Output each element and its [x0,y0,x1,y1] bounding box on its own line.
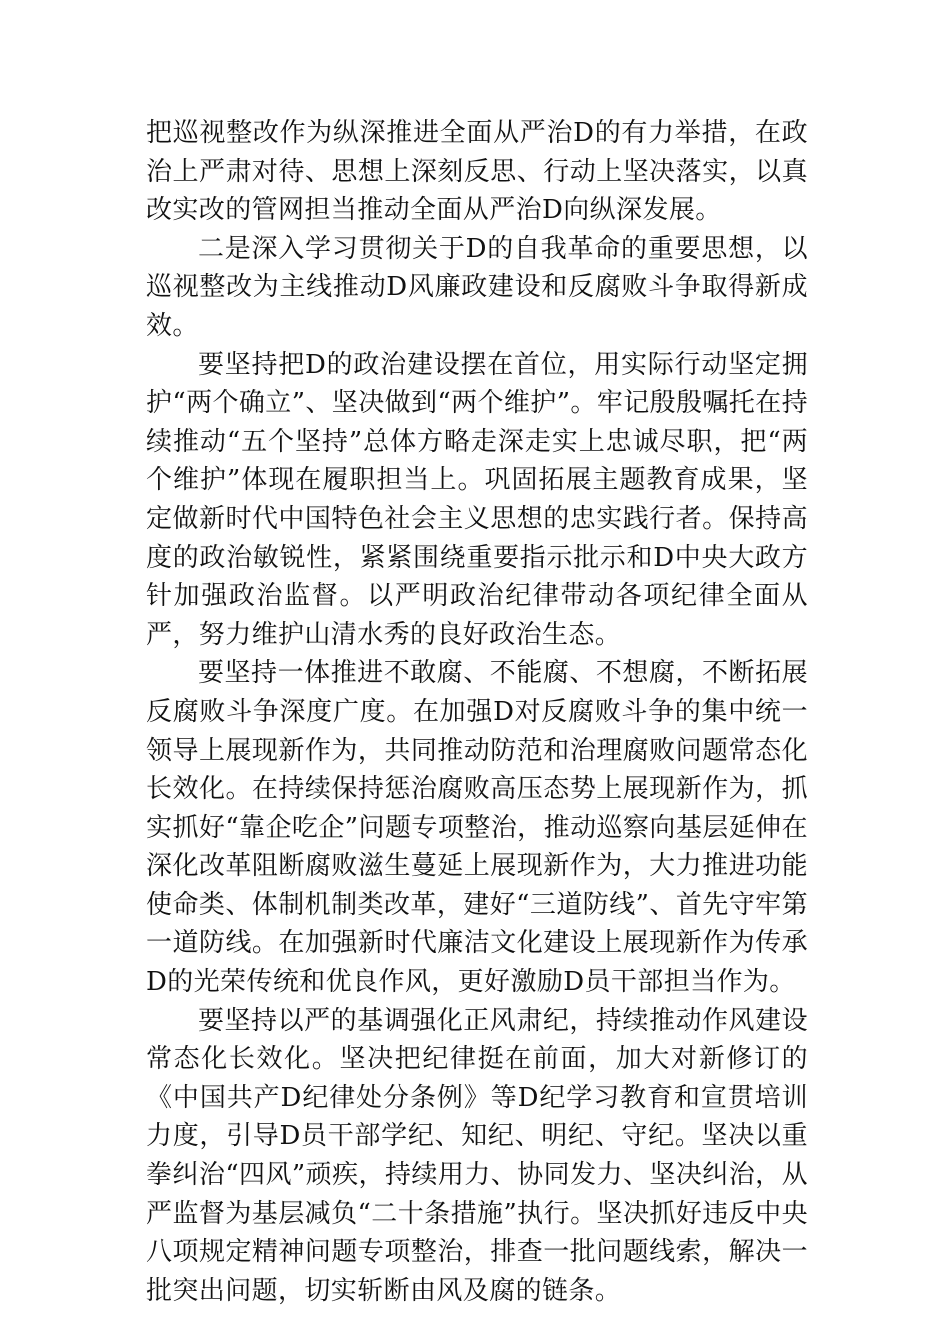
paragraph-anti-corruption: 要坚持一体推进不敢腐、不能腐、不想腐，不断拓展反腐败斗争深度广度。在加强D对反腐败斗争的集中统一领导上展现新作为，共同推动防范和治理腐败问题常态化长效化。在持续保持惩治腐败高压态势上展现新作为，抓实抓好“靠企吃企”问题专项整治，推动巡察向基层延伸在深化改革阻断腐败滋生蔓延上展现新作为，大力推进功能使命类、体制机制类改革，建好“三道防线”、首先守牢第一道防线。在加强新时代廉洁文化建设上展现新作为传承D的光荣传统和优良作风，更好激励D员干部担当作为。 [146,658,808,998]
paragraph-discipline: 要坚持以严的基调强化正风肃纪，持续推动作风建设常态化长效化。坚决把纪律挺在前面，加大对新修订的《中国共产D纪律处分条例》等D纪学习教育和宣贯培训力度，引导D员干部学纪、知纪、明纪、守纪。坚决以重拳纠治“四风”顽疾，持续用力、协同发力、坚决纠治，从严监督为基层减负“二十条措施”执行。坚决抓好违反中央八项规定精神问题专项整治，排查一批问题线索，解决一批突出问题，切实斩断由风及腐的链条。 [146,1005,808,1306]
paragraph-point-two: 二是深入学习贯彻关于D的自我革命的重要思想，以巡视整改为主线推动D风廉政建设和反腐败斗争取得新成效。 [146,233,808,341]
paragraph-continuation: 把巡视整改作为纵深推进全面从严治D的有力举措，在政治上严肃对待、思想上深刻反思、行动上坚决落实，以真改实改的管网担当推动全面从严治D向纵深发展。 [146,118,808,226]
document-body [146,114,808,1310]
paragraph-political-building: 要坚持把D的政治建设摆在首位，用实际行动坚定拥护“两个确立”、坚决做到“两个维护”。牢记殷殷嘱托在持续推动“五个坚持”总体方略走深走实上忠诚尽职，把“两个维护”体现在履职担当上。巩固拓展主题教育成果，坚定做新时代中国特色社会主义思想的忠实践行者。保持高度的政治敏锐性，紧紧围绕重要指示批示和D中央大政方针加强政治监督。以严明政治纪律带动各项纪律全面从严，努力维护山清水秀的良好政治生态。 [146,349,808,650]
